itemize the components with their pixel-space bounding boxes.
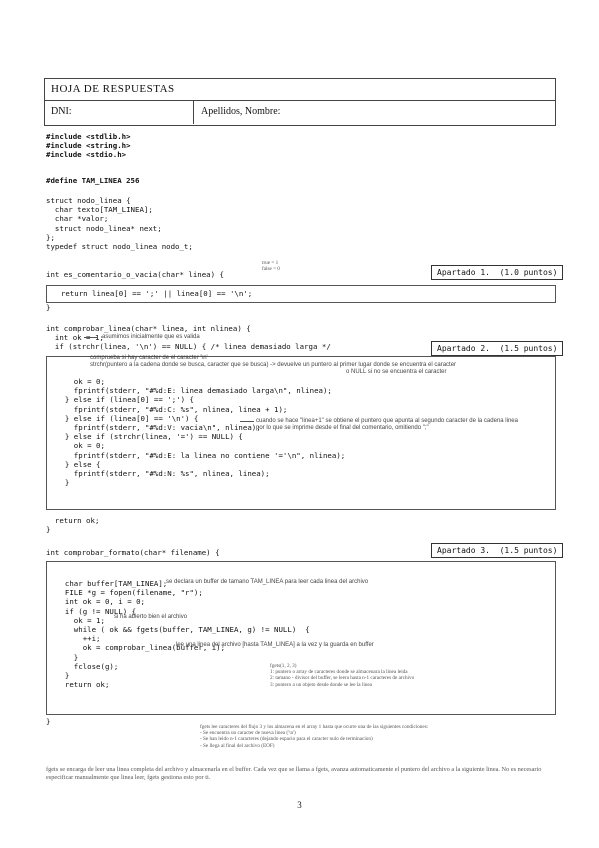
g-not-null-note: si ha abierto bien el archivo bbox=[114, 614, 188, 620]
linea-plus-one-note: cuando se hace "linea+1" se obtiene el puntero que apunta al segundo caracter de la cadena linea por lo que se imprime desde el final del comentario, omitiendo ";" bbox=[256, 418, 518, 431]
field-separator bbox=[193, 101, 194, 124]
header-title: HOJA DE RESPUESTAS bbox=[51, 83, 175, 95]
apartado-3-label: Apartado 3. (1.5 puntos) bbox=[431, 543, 563, 558]
comprobar-formato-body: char buffer[TAM_LINEA]; FILE *g = fopen(filename, "r"); int ok = 0, i = 0; if (g != NULL) { ok = 1; while ( ok && fgets(buffer, TAM_LINEA, g) != NULL) { ++i; ok = comprobar_linea(buffer, i); } fclose(g); } return ok; bbox=[64, 579, 310, 690]
ok-arrow bbox=[84, 337, 98, 338]
comprobar-linea-body: ok = 0; fprintf(stderr, "#%d:E: linea demasiado larga\n", nlinea); } else if (linea[0] == ';') { fprintf(stderr, "#%d:C: %s", nlinea, linea + 1); } else if (linea[0] == '\n') { fprintf(stderr, "#%d:V: vacia\n", nlinea); } else if (strchr(linea, '=') == NULL) { ok = 0; fprintf(stderr, "#%d:E: la linea no contiene '='\n", nlinea); } else { fprintf(stderr, "#%d:N: %s", nlinea, linea); } bbox=[64, 377, 346, 488]
header-fields bbox=[45, 101, 555, 124]
es-comentario-body: return linea[0] == ';' || linea[0] == '\n'; bbox=[52, 289, 253, 298]
es-comentario-signature: int es_comentario_o_vacia(char* linea) { bbox=[46, 270, 224, 279]
comprobar-linea-tail: return ok; } bbox=[46, 516, 100, 535]
apartado-1-label: Apartado 1. (1.0 puntos) bbox=[431, 265, 563, 280]
include-lines: #include <stdlib.h> #include <string.h> #include <stdio.h> bbox=[46, 132, 131, 160]
answer-sheet-header bbox=[44, 78, 556, 126]
footer-explanation: fgets se encarga de leer una linea completa del archivo y almacenarla en el buffer. Cada vez que se llama a fgets, avanza automaticamente el puntero del archivo a la siguiente linea. No es necesario especificar manualmente que linea leer, fgets gestiona esto por ti. bbox=[46, 766, 542, 781]
fgets-params-note: fgets(1, 2, 3) 1: puntero o array de caracteres donde se almacenara la linea leida 2: tamano - divisor del buffer, se leera hasta n-1 caracteres de archivo 3: puntero a un objeto desde donde se lee la linea bbox=[270, 663, 415, 688]
fgets-note: lee una linea del archivo [hasta TAM_LINEA] a la vez y la guarda en buffer bbox=[176, 642, 374, 648]
ok-note: asumimos inicialmente que es valida bbox=[102, 334, 200, 340]
buffer-note: se declara un buffer de tamano TAM_LINEA para leer cada linea del archivo bbox=[166, 579, 369, 585]
strchr-note-2: strchr(puntero a la cadena donde se busca, caracter que se busca) -> devuelve un puntero al primer lugar donde se encuentra el caracter bbox=[90, 362, 457, 368]
struct-definition: struct nodo_linea { char texto[TAM_LINEA]; char *valor; struct nodo_linea* next; }; typedef struct nodo_linea nodo_t; bbox=[46, 196, 193, 252]
dni-label: DNI: bbox=[51, 106, 72, 117]
strchr-note-1: comprueba si hay caracter de el caracter '\n' bbox=[90, 355, 208, 361]
apartado-2-label: Apartado 2. (1.5 puntos) bbox=[431, 341, 563, 356]
comprobar-formato-signature: int comprobar_formato(char* filename) { bbox=[46, 548, 220, 557]
name-label: Apellidos, Nombre: bbox=[201, 106, 281, 117]
true-false-note: true = 1 false = 0 bbox=[262, 260, 280, 273]
fgets-summary-note: fgets lee caracteres del flujo 3 y los almacena en el array 1 hasta que ocurre una de las siguientes condiciones: - Se encuentra un caracter de nueva linea ('\n') - Se han leido n-1 caracteres (dejando espacio para el caracter nulo de terminacion) - Se llega al final del archivo (EOF) bbox=[200, 724, 429, 749]
strchr-note-3: o NULL si no se encuentra el caracter bbox=[346, 369, 447, 375]
final-brace: } bbox=[46, 717, 51, 726]
comprobar-linea-head: int comprobar_linea(char* linea, int nlinea) { int ok = 1; if (strchr(linea, '\n') == NULL) { /* linea demasiado larga */ bbox=[46, 324, 331, 352]
define-line: #define TAM_LINEA 256 bbox=[46, 176, 140, 185]
closing-brace-1: } bbox=[46, 303, 51, 312]
page-number: 3 bbox=[297, 800, 302, 810]
linea-arrow bbox=[240, 421, 254, 422]
